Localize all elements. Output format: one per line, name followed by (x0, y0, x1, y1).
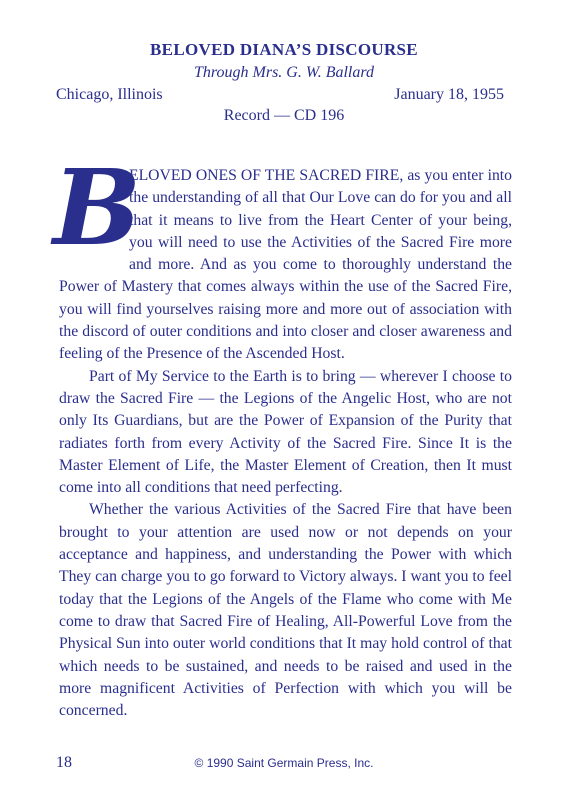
paragraph-1-text: ELOVED ONES OF THE SACRED FIRE, as you enter into the understanding of all that Our Love can do for you and all that it means to live from the Heart Center of your being, you will need to use the Activities of the Sacred Fire more and more. And as you come to thoroughly understand the Power of Mastery that comes always within the use of the Sacred Fire, you will find yourselves raising more and more out of association with the discord of outer conditions and into closer and closer awareness and feeling of the Presence of the Ascended Host. (59, 167, 512, 363)
discourse-body (53, 146, 512, 722)
page-number: 18 (56, 754, 72, 771)
paragraph-1 (53, 146, 512, 366)
copyright: © 1990 Saint Germain Press, Inc. (194, 756, 374, 770)
drop-cap: B (53, 146, 141, 269)
location: Chicago, Illinois (56, 86, 163, 103)
record-number: Record — CD 196 (223, 107, 345, 124)
page-subtitle: Through Mrs. G. W. Ballard (193, 64, 375, 81)
paragraph-2: Part of My Service to the Earth is to bring — wherever I choose to draw the Sacred Fire — the Legions of the Angelic Host, who are not only Its Guardians, but are the Power of Expansion of the Purity that radiates forth from every Activity of the Sacred Fire. Since It is the Master Element of Life, the Master Element of Creation, then It must come into all conditions that need perfecting. (59, 367, 512, 497)
paragraph-3: Whether the various Activities of the Sacred Fire that have been brought to your attention are used now or not depends on your acceptance and happiness, and understanding the Power with which They can charge you to go forward to Victory always. I want you to feel today that the Legions of the Angels of the Flame who come with Me come to draw that Sacred Fire of Healing, All-Powerful Love from the Physical Sun into outer world conditions that It may hold control of that which needs to be sustained, and needs to be raised and used in the more magnificent Activities of Perfection with which you will be concerned. (59, 501, 512, 720)
date: January 18, 1955 (394, 86, 504, 103)
page-title: BELOVED DIANA’S DISCOURSE (150, 40, 418, 59)
